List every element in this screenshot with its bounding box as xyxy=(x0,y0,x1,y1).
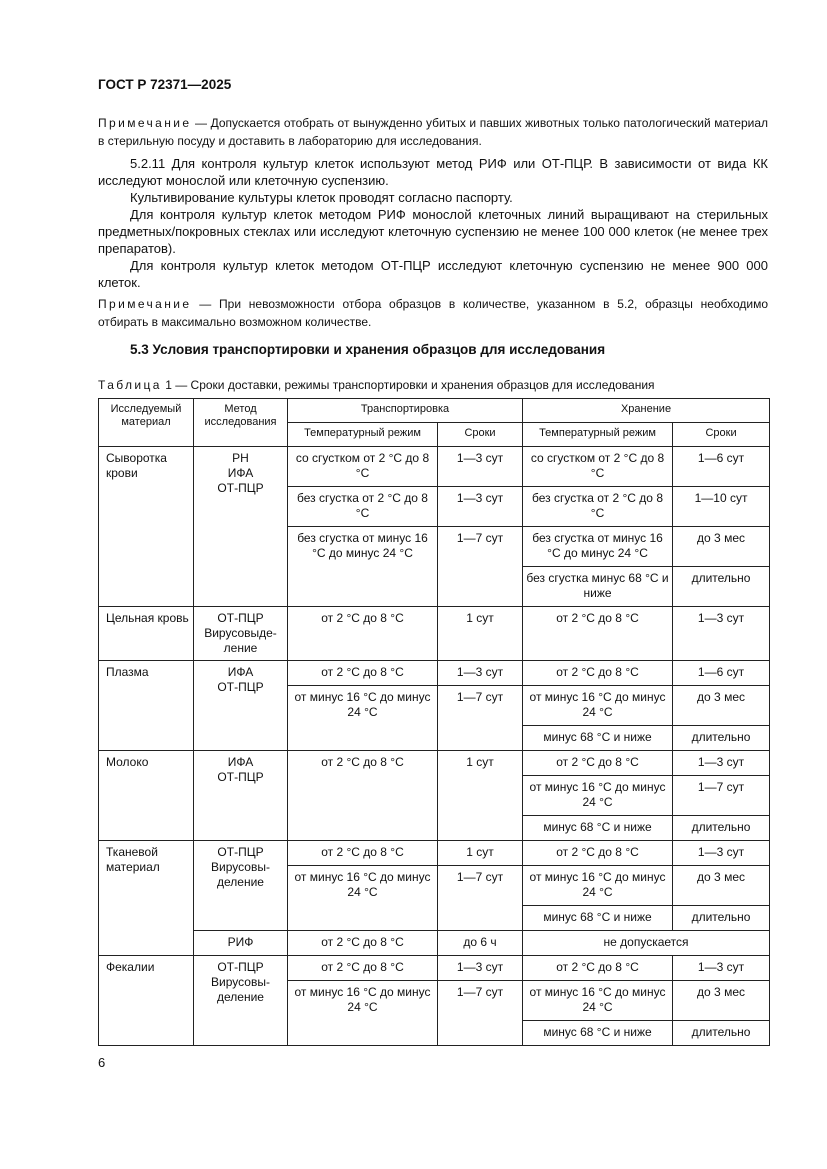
transport-temp-cell: от 2 °С до 8 °С xyxy=(288,931,438,956)
storage-term-cell: длительно xyxy=(673,1021,770,1046)
paragraph-rif: Для контроля культур клеток методом РИФ монослой клеточных линий выращивают на стерильных предметных/покровных стеклах или исследуют клеточную суспензию не менее 100 000 клеток (не менее трех препаратов). xyxy=(98,207,768,256)
paragraph-cultivation: Культивирование культуры клеток проводят согласно паспорту. xyxy=(130,190,513,205)
header-transport: Транспортировка xyxy=(288,399,523,423)
transport-temp-cell: со сгустком от 2 °С до 8 °С xyxy=(288,447,438,487)
note-2 xyxy=(98,295,768,331)
storage-temp-cell: без сгустка от 2 °С до 8 °С xyxy=(523,487,673,527)
storage-temp-cell: от 2 °С до 8 °С xyxy=(523,661,673,686)
storage-term-cell: до 3 мес xyxy=(673,686,770,726)
transport-temp-cell: от минус 16 °С до минус 24 °С xyxy=(288,686,438,751)
paragraphs xyxy=(98,155,768,291)
material-cell: Плазма xyxy=(99,661,194,751)
storage-temp-cell: минус 68 °С и ниже xyxy=(523,816,673,841)
storage-temp-cell: от минус 16 °С до минус 24 °С xyxy=(523,981,673,1021)
material-cell: Фекалии xyxy=(99,956,194,1046)
note-1-label: Примечание xyxy=(98,116,192,130)
storage-temp-cell: от 2 °С до 8 °С xyxy=(523,607,673,661)
method-cell: РИФ xyxy=(194,931,288,956)
transport-term-cell: 1 сут xyxy=(438,607,523,661)
storage-term-cell: 1—6 сут xyxy=(673,661,770,686)
storage-not-allowed-cell: не допускается xyxy=(523,931,770,956)
storage-temp-cell: от минус 16 °С до минус 24 °С xyxy=(523,776,673,816)
transport-temp-cell: от 2 °С до 8 °С xyxy=(288,661,438,686)
material-cell: Цельная кровь xyxy=(99,607,194,661)
header-material: Исследуемый материал xyxy=(99,399,194,447)
storage-temp-cell: без сгустка от минус 16 °С до минус 24 °С xyxy=(523,527,673,567)
paragraph-5-2-11: 5.2.11 Для контроля культур клеток используют метод РИФ или ОТ-ПЦР. В зависимости от вида КК исследуют монослой или клеточную суспензию. xyxy=(98,156,768,188)
note-2-label: Примечание xyxy=(98,297,192,311)
storage-temp-cell: без сгустка минус 68 °С и ниже xyxy=(523,567,673,607)
note-1 xyxy=(98,114,768,150)
storage-table xyxy=(98,398,770,1046)
material-cell: Молоко xyxy=(99,751,194,841)
storage-temp-cell: от минус 16 °С до минус 24 °С xyxy=(523,686,673,726)
method-cell: ОТ-ПЦР Вирусовы-деление xyxy=(194,956,288,1046)
section-title: 5.3 Условия транспортировки и хранения образцов для исследования xyxy=(130,342,606,357)
table-row xyxy=(99,931,770,956)
table-row xyxy=(99,751,770,776)
storage-term-cell: 1—3 сут xyxy=(673,751,770,776)
document-header: ГОСТ Р 72371—2025 xyxy=(98,77,232,92)
table-row xyxy=(99,956,770,981)
storage-temp-cell: от 2 °С до 8 °С xyxy=(523,956,673,981)
storage-term-cell: длительно xyxy=(673,816,770,841)
transport-temp-cell: от 2 °С до 8 °С xyxy=(288,751,438,841)
note-2-text: — При невозможности отбора образцов в количестве, указанном в 5.2, образцы необходимо отбирать в максимально возможном количестве. xyxy=(98,297,768,329)
method-cell: ОТ-ПЦР Вирусовыде-ление xyxy=(194,607,288,661)
transport-temp-cell: без сгустка от 2 °С до 8 °С xyxy=(288,487,438,527)
storage-term-cell: 1—3 сут xyxy=(673,956,770,981)
header-method: Метод исследования xyxy=(194,399,288,447)
storage-term-cell: 1—10 сут xyxy=(673,487,770,527)
material-cell: Сыворотка крови xyxy=(99,447,194,607)
table-row xyxy=(99,607,770,661)
transport-term-cell: 1—3 сут xyxy=(438,447,523,487)
header-storage-temp: Температурный режим xyxy=(523,423,673,447)
header-storage-term: Сроки xyxy=(673,423,770,447)
header-transport-term: Сроки xyxy=(438,423,523,447)
storage-temp-cell: минус 68 °С и ниже xyxy=(523,906,673,931)
note-1-text: — Допускается отобрать от вынужденно убитых и павших животных только патологический материал в стерильную посуду и доставить в лабораторию для исследования. xyxy=(98,116,768,148)
storage-temp-cell: минус 68 °С и ниже xyxy=(523,726,673,751)
storage-term-cell: длительно xyxy=(673,906,770,931)
storage-term-cell: до 3 мес xyxy=(673,981,770,1021)
table-caption-text: 1 — Сроки доставки, режимы транспортировки и хранения образцов для исследования xyxy=(161,378,655,392)
table-row xyxy=(99,841,770,866)
storage-term-cell: длительно xyxy=(673,726,770,751)
transport-term-cell: 1—3 сут xyxy=(438,661,523,686)
transport-temp-cell: от 2 °С до 8 °С xyxy=(288,607,438,661)
transport-temp-cell: без сгустка от минус 16 °С до минус 24 °С xyxy=(288,527,438,607)
transport-term-cell: 1—7 сут xyxy=(438,527,523,607)
header-transport-temp: Температурный режим xyxy=(288,423,438,447)
transport-term-cell: 1—3 сут xyxy=(438,487,523,527)
method-cell: РН ИФА ОТ-ПЦР xyxy=(194,447,288,607)
storage-term-cell: 1—6 сут xyxy=(673,447,770,487)
storage-temp-cell: со сгустком от 2 °С до 8 °С xyxy=(523,447,673,487)
transport-term-cell: 1—7 сут xyxy=(438,981,523,1046)
transport-temp-cell: от минус 16 °С до минус 24 °С xyxy=(288,981,438,1046)
storage-term-cell: 1—7 сут xyxy=(673,776,770,816)
method-cell: ИФА ОТ-ПЦР xyxy=(194,751,288,841)
material-cell: Тканевой материал xyxy=(99,841,194,956)
storage-term-cell: длительно xyxy=(673,567,770,607)
storage-term-cell: до 3 мес xyxy=(673,866,770,906)
storage-temp-cell: от 2 °С до 8 °С xyxy=(523,751,673,776)
storage-term-cell: до 3 мес xyxy=(673,527,770,567)
method-cell: ИФА ОТ-ПЦР xyxy=(194,661,288,751)
table-caption-label: Таблица xyxy=(98,378,162,392)
table-row xyxy=(99,447,770,487)
page-number: 6 xyxy=(98,1055,106,1070)
transport-term-cell: 1 сут xyxy=(438,841,523,866)
transport-temp-cell: от 2 °С до 8 °С xyxy=(288,841,438,866)
table-row xyxy=(99,661,770,686)
table-caption xyxy=(98,378,655,392)
storage-temp-cell: от минус 16 °С до минус 24 °С xyxy=(523,866,673,906)
storage-temp-cell: минус 68 °С и ниже xyxy=(523,1021,673,1046)
transport-term-cell: 1—7 сут xyxy=(438,866,523,931)
transport-term-cell: 1—3 сут xyxy=(438,956,523,981)
transport-temp-cell: от 2 °С до 8 °С xyxy=(288,956,438,981)
storage-term-cell: 1—3 сут xyxy=(673,841,770,866)
storage-temp-cell: от 2 °С до 8 °С xyxy=(523,841,673,866)
storage-term-cell: 1—3 сут xyxy=(673,607,770,661)
transport-term-cell: 1—7 сут xyxy=(438,686,523,751)
transport-term-cell: 1 сут xyxy=(438,751,523,841)
method-cell: ОТ-ПЦР Вирусовы-деление xyxy=(194,841,288,931)
transport-temp-cell: от минус 16 °С до минус 24 °С xyxy=(288,866,438,931)
header-storage: Хранение xyxy=(523,399,770,423)
paragraph-pcr: Для контроля культур клеток методом ОТ-ПЦР исследуют клеточную суспензию не менее 900 000 клеток. xyxy=(98,258,768,290)
transport-term-cell: до 6 ч xyxy=(438,931,523,956)
